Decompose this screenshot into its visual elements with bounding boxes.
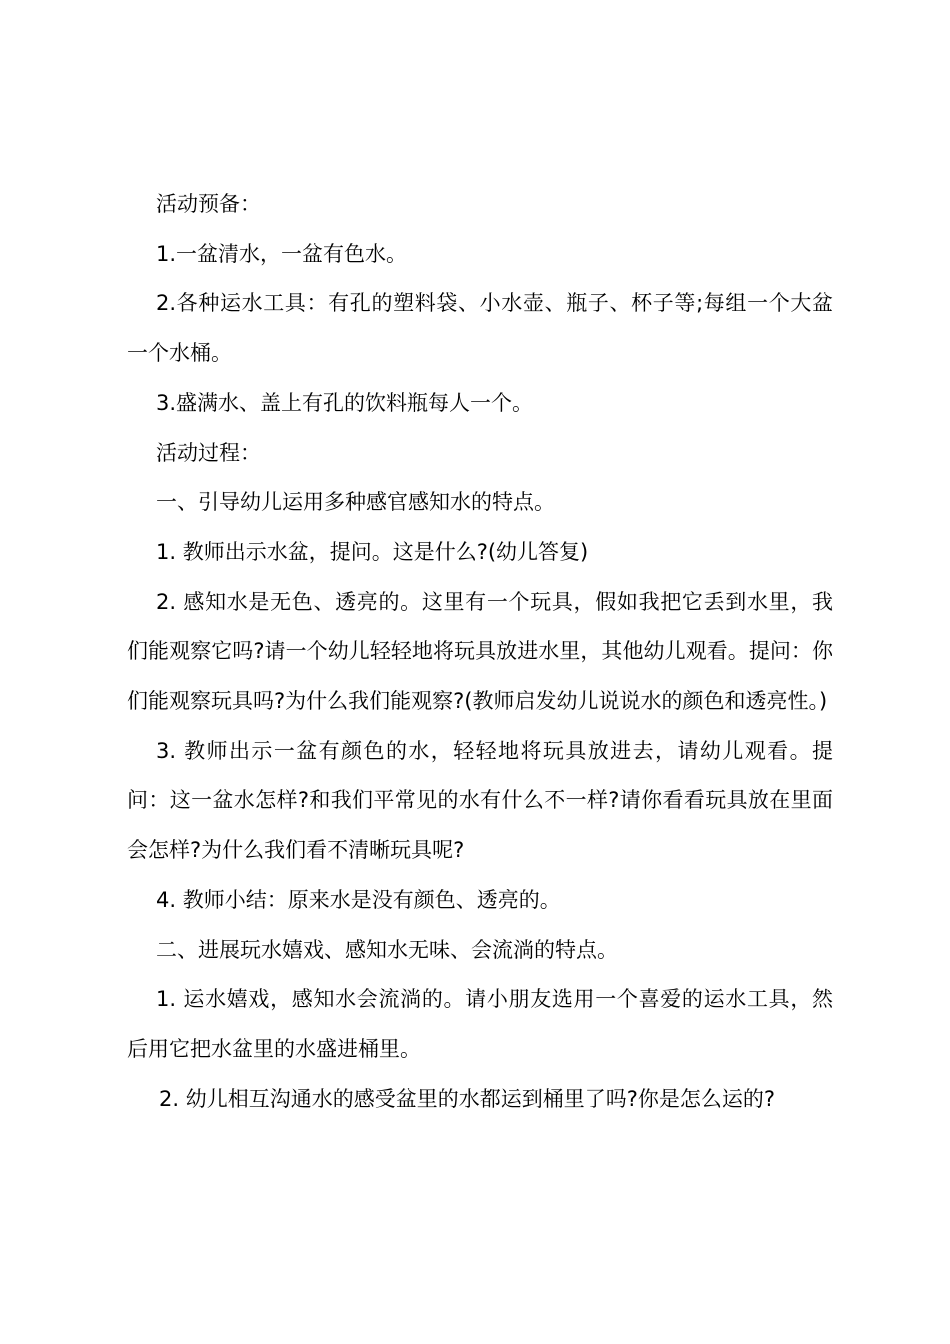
process-part-2-step-1: 1. 运水嬉戏，感知水会流淌的。请小朋友选用一个喜爱的运水工具，然后用它把水盆里的水盛进桶里。 xyxy=(127,987,833,1061)
process-part-1-step-4: 4. 教师小结：原来水是没有颜色、透亮的。 xyxy=(156,887,561,912)
preparation-item-1: 1.一盆清水，一盆有色水。 xyxy=(156,241,408,266)
section-heading-process: 活动过程： xyxy=(156,440,261,465)
process-part-1-step-1: 1. 教师出示水盆，提问。这是什么?(幼儿答复) xyxy=(156,539,589,564)
process-part-1-step-2: 2. 感知水是无色、透亮的。这里有一个玩具，假如我把它丢到水里，我们能观察它吗?请一个幼儿轻轻地将玩具放进水里，其他幼儿观看。提问：你们能观察玩具吗?为什么我们能观察?(教师启发幼儿说说水的颜色和透亮性。) xyxy=(127,589,833,714)
process-part-2-heading: 二、进展玩水嬉戏、感知水无味、会流淌的特点。 xyxy=(156,937,618,962)
process-part-1-step-3: 3. 教师出示一盆有颜色的水，轻轻地将玩具放进去，请幼儿观看。提问：这一盆水怎样?和我们平常见的水有什么不一样?请你看看玩具放在里面会怎样?为什么我们看不清晰玩具呢? xyxy=(127,738,833,863)
section-heading-preparation: 活动预备： xyxy=(156,192,261,216)
preparation-item-2: 2.各种运水工具：有孔的塑料袋、小水壶、瓶子、杯子等;每组一个大盆一个水桶。 xyxy=(127,291,833,366)
preparation-item-3: 3.盛满水、盖上有孔的饮料瓶每人一个。 xyxy=(156,390,534,415)
process-part-1-heading: 一、引导幼儿运用多种感官感知水的特点。 xyxy=(156,490,555,515)
document-body xyxy=(127,180,833,1124)
process-part-2-step-2: 2. 幼儿相互沟通水的感受盆里的水都运到桶里了吗?你是怎么运的? xyxy=(159,1086,776,1111)
